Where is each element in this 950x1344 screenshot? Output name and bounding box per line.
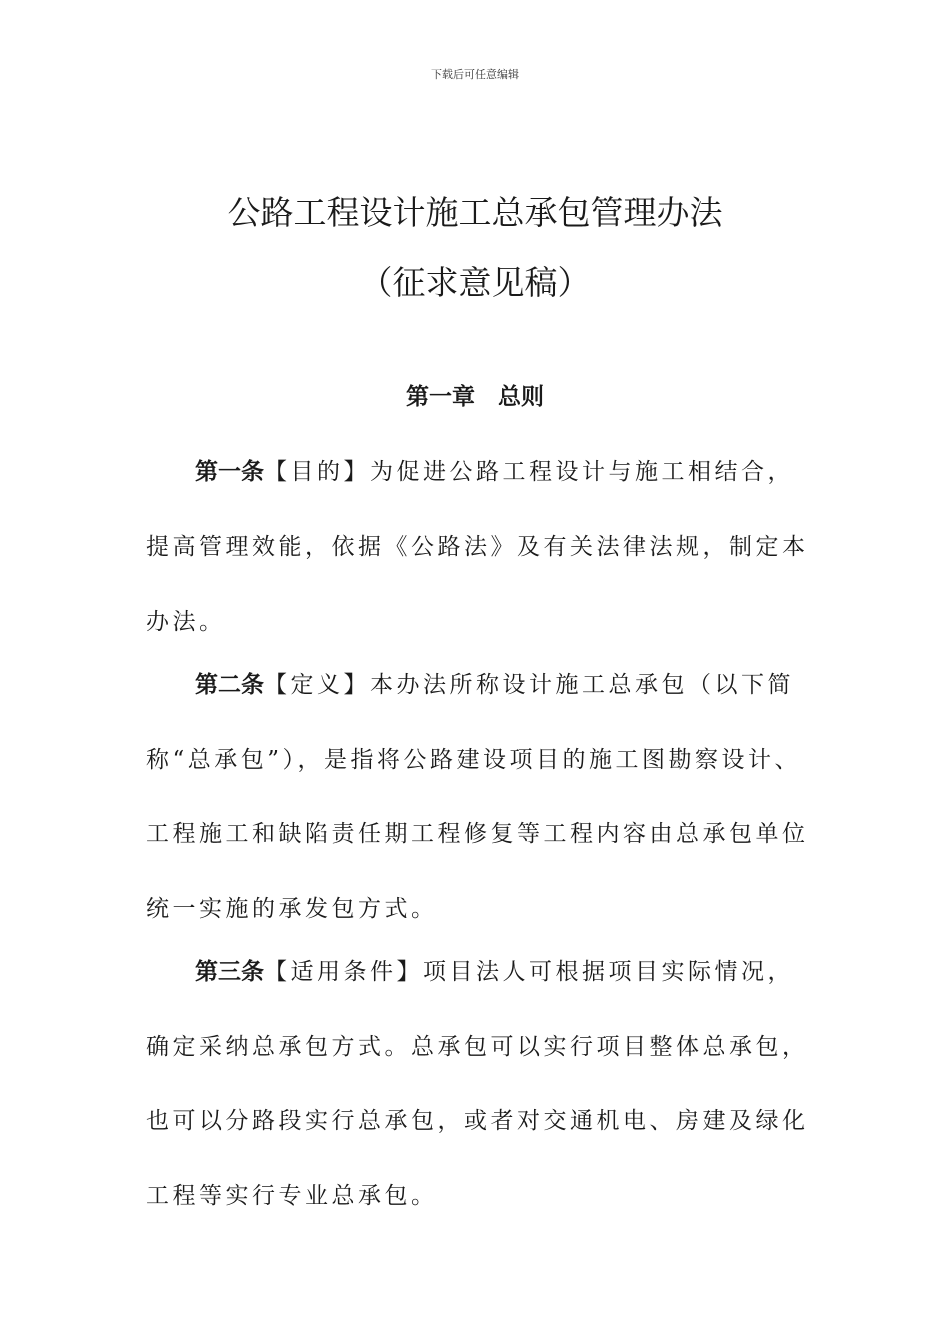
article-2-line-4: 统一实施的承发包方式。 [146, 896, 438, 922]
chapter-heading: 第一章 总则 [406, 384, 544, 410]
article-2-line-2: 称“总承包”），是指将公路建设项目的施工图勘察设计、 [146, 747, 802, 773]
article-3-line-1: 【适用条件】项目法人可根据项目实际情况， [264, 959, 794, 985]
article-1-line-2: 提高管理效能，依据《公路法》及有关法律法规，制定本 [146, 534, 809, 560]
article-3-line-4: 工程等实行专业总承包。 [146, 1183, 438, 1209]
article-1-line-3: 办法。 [146, 609, 226, 635]
article-3-line-2: 确定采纳总承包方式。总承包可以实行项目整体总承包， [146, 1034, 809, 1060]
article-1-label: 第一条 [195, 459, 264, 485]
document-subtitle: （征求意见稿） [359, 263, 591, 302]
article-1-line-1: 【目的】为促进公路工程设计与施工相结合， [264, 459, 794, 485]
article-2-line-3: 工程施工和缺陷责任期工程修复等工程内容由总承包单位 [146, 821, 809, 847]
document-title: 公路工程设计施工总承包管理办法 [227, 193, 723, 232]
header-note: 下载后可任意编辑 [431, 68, 519, 81]
article-2-label: 第二条 [195, 672, 264, 698]
article-2-line-1: 【定义】本办法所称设计施工总承包（以下简 [264, 672, 794, 698]
article-3-first-line [195, 955, 794, 989]
article-3-line-3: 也可以分路段实行总承包，或者对交通机电、房建及绿化 [146, 1108, 809, 1134]
article-1-first-line [195, 455, 794, 489]
article-2-first-line [195, 668, 794, 702]
article-3-label: 第三条 [195, 959, 264, 985]
